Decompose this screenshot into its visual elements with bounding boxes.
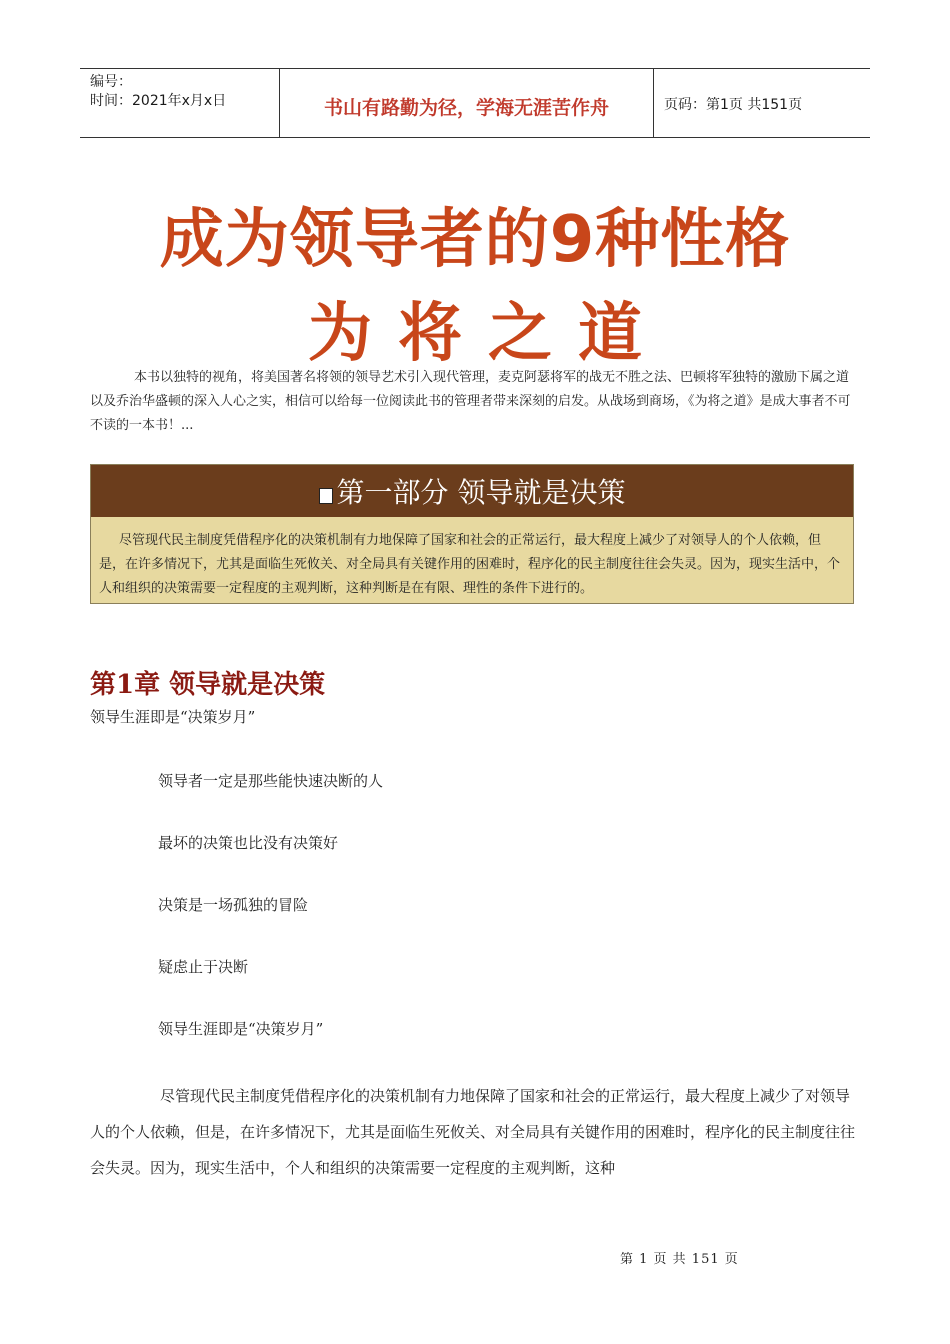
chapter-subtitle: 领导生涯即是“决策岁月” <box>90 708 256 726</box>
part-one-heading-bar <box>91 465 853 517</box>
chapter-title: 第1章 领导就是决策 <box>90 670 326 700</box>
header-page-info: 页码：第1页 共151页 <box>664 97 803 113</box>
page-header <box>80 68 870 138</box>
document-number-label: 编号： <box>90 74 132 90</box>
section-item: 决策是一场孤独的冒险 <box>158 896 309 914</box>
header-motto: 书山有路勤为径，学海无涯苦作舟 <box>280 69 654 137</box>
document-subtitle: 为将之道 <box>308 297 668 371</box>
document-title: 成为领导者的9种性格 <box>159 203 791 277</box>
section-item: 最坏的决策也比没有决策好 <box>158 834 339 852</box>
header-meta <box>80 69 280 137</box>
document-time-label: 时间：2021年x月x日 <box>90 93 227 109</box>
part-one-box <box>90 464 854 604</box>
embedded-object-icon <box>319 488 333 504</box>
page-footer: 第 1 页 共 151 页 <box>620 1252 739 1267</box>
section-item: 领导者一定是那些能快速决断的人 <box>158 772 384 790</box>
part-one-summary: 尽管现代民主制度凭借程序化的决策机制有力地保障了国家和社会的正常运行，最大程度上减少了对领导人的个人依赖，但是，在许多情况下，尤其是面临生死攸关、对全局具有关键作用的困难时，程序化的民主制度往往会失灵。因为，现实生活中，个人和组织的决策需要一定程度的主观判断，这种判断是在有限、理性的条件下进行的。 <box>91 517 853 603</box>
section-item: 疑虑止于决断 <box>158 958 249 976</box>
section-item: 领导生涯即是“决策岁月” <box>158 1020 324 1038</box>
intro-paragraph: 本书以独特的视角，将美国著名将领的领导艺术引入现代管理，麦克阿瑟将军的战无不胜之法、巴顿将军独特的激励下属之道以及乔治华盛顿的深入人心之实，相信可以给每一位阅读此书的管理者带来深刻的启发。从战场到商场，《为将之道》是成大事者不可不读的一本书！... <box>90 370 851 433</box>
body-paragraph: 尽管现代民主制度凭借程序化的决策机制有力地保障了国家和社会的正常运行，最大程度上减少了对领导人的个人依赖，但是，在许多情况下，尤其是面临生死攸关、对全局具有关键作用的困难时，程序化的民主制度往往会失灵。因为，现实生活中，个人和组织的决策需要一定程度的主观判断，这种 <box>90 1087 856 1177</box>
part-one-heading: 第一部分 领导就是决策 <box>336 476 626 509</box>
